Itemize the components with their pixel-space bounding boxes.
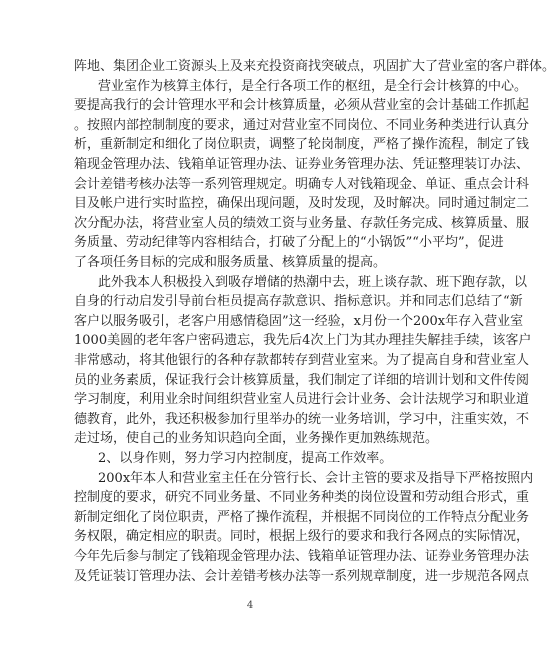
text-line: 目及帐户进行实时监控，确保出现问题，及时发现，及时解决。同时通过制定二 (74, 196, 530, 212)
text-line: 析，重新制定和细化了岗位职责，调整了轮岗制度，严格了操作流程，制定了钱 (74, 137, 530, 153)
text-line: 非常感动，将其他银行的各种存款都转存到营业室来。为了提高自身和营业室人 (74, 353, 530, 368)
text-line: 客户以服务吸引，老客户用感情稳固”这一经验，x月份一个200x年存入营业室 (74, 313, 524, 329)
text-line: 务质量、劳动纪律等内容相结合，打破了分配上的“小锅饭”“小平均”，促进 (74, 235, 504, 251)
text-line: 德教育，此外，我还积极参加行里举办的统一业务培训，学习中，注重实效，不 (74, 411, 530, 427)
text-line: 。按照内部控制制度的要求，通过对营业室不同岗位、不同业务种类进行认真分 (74, 117, 530, 133)
text-line: 控制度的要求，研究不同业务量、不同业务种类的岗位设置和劳动组合形式，重 (74, 490, 530, 506)
text-line: 此外我本人积极投入到吸存增储的热潮中去，班上谈存款、班下跑存款，以 (98, 274, 528, 290)
text-line: 自身的行动启发引导前台柜员提高存款意识、指标意识。并和同志们总结了“新 (74, 294, 523, 310)
text-line: 员的业务素质，保证我行会计核算质量，我们制定了详细的培训计划和文件传阅 (74, 372, 530, 388)
text-line: 200x年本人和营业室主任在分管行长、会计主管的要求及指导下严格按照内 (98, 470, 534, 486)
text-line: 学习制度，利用业余时间组织营业室人员进行会计业务、会计法规学习和职业道 (74, 392, 530, 408)
text-line: 1000美圆的老年客户密码遗忘，我先后4次上门为其办理挂失解挂手续，该客户 (74, 333, 532, 349)
text-line: 要提高我行的会计管理水平和会计核算质量，必须从营业室的会计基础工作抓起 (74, 98, 530, 114)
text-line: 新制定细化了岗位职责，严格了操作流程，并根据不同岗位的工作特点分配业务 (74, 509, 530, 525)
text-line: 了各项任务目标的完成和服务质量、核算质量的提高。 (74, 255, 387, 270)
text-line: 今年先后参与制定了钱箱现金管理办法、钱箱单证管理办法、证券业务管理办法 (74, 549, 530, 564)
text-line: 及凭证装订管理办法、会计差错考核办法等一系列规章制度，进一步规范各网点 (74, 568, 530, 584)
text-line: 营业室作为核算主体行，是全行各项工作的枢纽，是全行会计核算的中心。 (98, 78, 528, 94)
text-line: 走过场，使自己的业务知识趋向全面，业务操作更加熟练规范。 (74, 431, 439, 447)
text-line: 阵地、集团企业工资源头上及来充投资商找突破点，巩固扩大了营业室的客户群体。 (74, 59, 555, 74)
text-line: 箱现金管理办法、钱箱单证管理办法、证券业务管理办法、凭证整理装订办法、 (74, 157, 530, 172)
text-line: 次分配办法，将营业室人员的绩效工资与业务量、存款任务完成、核算质量、服 (74, 215, 530, 231)
text-line: 务权限，确定相应的职责。同时，根据上级行的要求和我行各网点的实际情况， (74, 529, 530, 545)
text-line: 会计差错考核办法等一系列管理规定。明确专人对钱箱现金、单证、重点会计科 (74, 176, 530, 192)
section-heading: 2、以身作则，努力学习内控制度，提高工作效率。 (98, 451, 393, 466)
page-number: 4 (246, 600, 254, 611)
